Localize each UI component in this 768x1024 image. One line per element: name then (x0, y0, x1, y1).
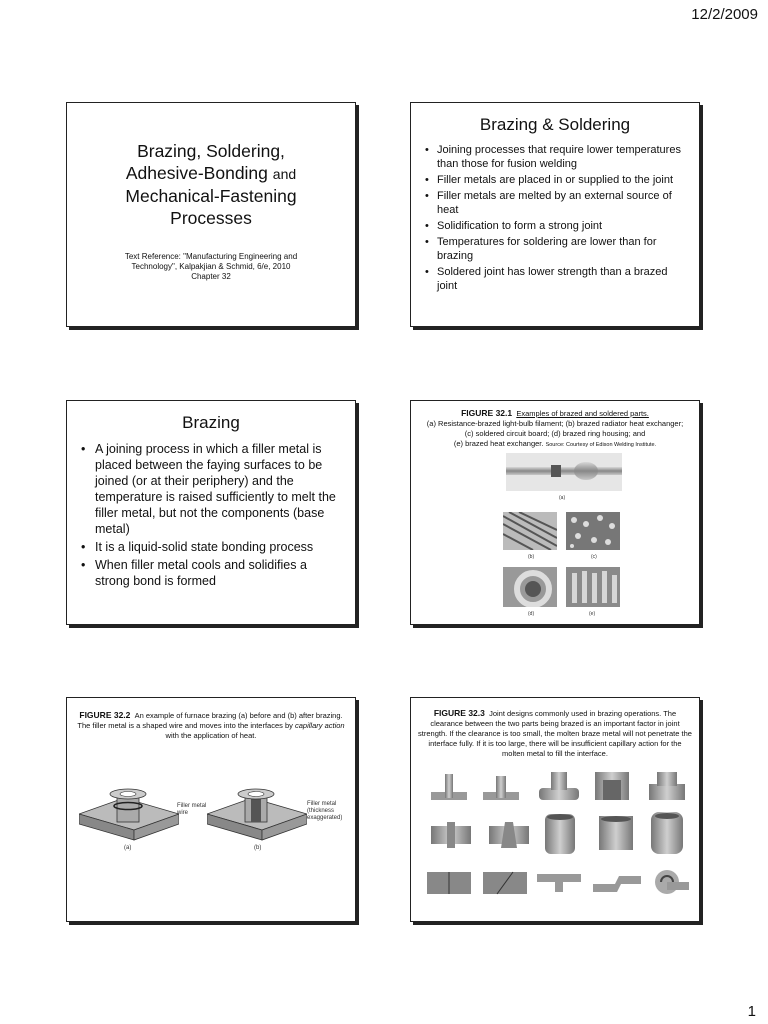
slide-6-figure-32-3 (410, 697, 700, 922)
furnace-brazing-before-diagram (79, 788, 179, 844)
furnace-brazing-after-diagram (207, 788, 307, 844)
slide-title: Brazing (182, 413, 240, 432)
heat-exchanger-photo (566, 567, 620, 607)
filament-photo (506, 453, 622, 491)
bullet-item: • Soldered joint has lower strength than a brazed joint (425, 265, 689, 293)
print-date: 12/2/2009 (691, 6, 758, 23)
figure-caption: FIGURE 32.1 Examples of brazed and soldered parts. (a) Resistance-brazed light-bulb filament; (b) brazed radiator heat exchanger; (c) soldered circuit board; (d) brazed ring housing; and (e) brazed heat exchanger. Source: Courtesy of Edison Welding Institute. (426, 408, 684, 448)
bullet-item: • Temperatures for soldering are lower than for brazing (425, 235, 689, 263)
bullet-list (67, 441, 355, 589)
text-reference: Text Reference: "Manufacturing Engineering and Technology", Kalpakjian & Schmid, 6/e, 2010 Chapter 32 (124, 252, 298, 281)
bullet-item: • When filler metal cools and solidifies a strong bond is formed (81, 557, 345, 589)
slide-4-figure-32-1: FIGURE 32.1 Examples of brazed and soldered parts. (a) Resistance-brazed light-bulb filament; (b) brazed radiator heat exchanger; (c) soldered circuit board; (d) brazed ring housing; and (e) brazed heat exchanger. Source: Courtesy of Edison Welding Institute. (a) (b) (c) (d) (e) (410, 400, 700, 625)
slide-title: Brazing, Soldering, Adhesive-Bonding and Mechanical-Fastening Processes (125, 141, 297, 228)
slide-5-figure-32-2: FIGURE 32.2 An example of furnace brazing (a) before and (b) after brazing. The filler metal is a shaped wire and moves into the interfaces by capillary action with the application of heat. Filler metal wire Filler metal (thickness exaggerated) (a) (b) (66, 697, 356, 922)
ring-housing-photo (503, 567, 557, 607)
slide-title: Brazing & Soldering (479, 115, 631, 134)
slide-3-brazing (66, 400, 356, 625)
joint-designs-diagram (421, 770, 691, 910)
page-number: 1 (747, 1003, 756, 1020)
slide-2-brazing-soldering (410, 102, 700, 327)
radiator-photo (503, 512, 557, 550)
bullet-list (411, 143, 699, 293)
figure-caption: FIGURE 32.3 Joint designs commonly used in brazing operations. The clearance between the two parts being brazed is an important factor in joint strength. If the clearance is too small, the molten braze metal will not penetrate the interface fully. If it is too large, there will be insufficient capillary action for the molten metal to fill the interface. (418, 708, 692, 758)
label-filler-thickness: Filler metal (thickness exaggerated) (307, 801, 343, 821)
bullet-item: • Solidification to form a strong joint (425, 219, 689, 233)
bullet-item: • Filler metals are melted by an external source of heat (425, 189, 689, 217)
bullet-item: • It is a liquid-solid state bonding process (81, 539, 345, 555)
bullet-item: • Joining processes that require lower temperatures than those for fusion welding (425, 143, 689, 171)
circuit-board-photo (566, 512, 620, 550)
bullet-item: • A joining process in which a filler metal is placed between the faying surfaces to be joined (or at their periphery) and the temperature is raised sufficiently to melt the filler metal, but not the components (base metal) (81, 441, 345, 537)
label-filler-wire: Filler metal wire (177, 803, 207, 816)
slide-1-title (66, 102, 356, 327)
bullet-item: • Filler metals are placed in or supplied to the joint (425, 173, 689, 187)
figure-caption: FIGURE 32.2 An example of furnace brazing (a) before and (b) after brazing. The filler metal is a shaped wire and moves into the interfaces by capillary action with the application of heat. (77, 710, 345, 740)
